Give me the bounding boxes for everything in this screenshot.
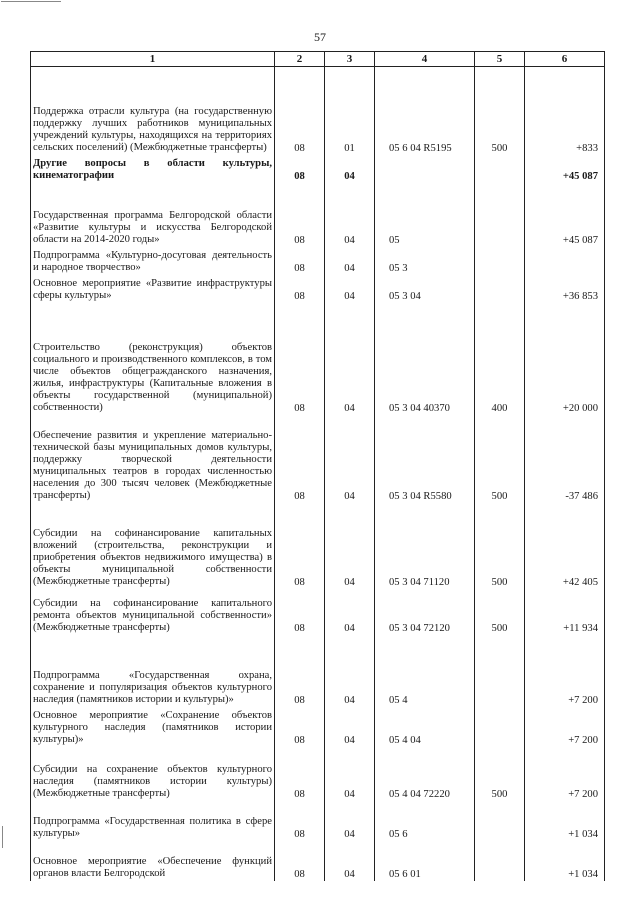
table-row bbox=[31, 801, 605, 841]
row-amount: +42 405 bbox=[525, 503, 605, 589]
row-amount: -37 486 bbox=[525, 415, 605, 503]
row-expense-type: 500 bbox=[475, 67, 525, 155]
table-body bbox=[31, 67, 605, 881]
row-expense-type bbox=[475, 155, 525, 183]
row-subsection: 04 bbox=[325, 589, 375, 635]
row-expense-type bbox=[475, 275, 525, 303]
row-section: 08 bbox=[275, 303, 325, 415]
row-section: 08 bbox=[275, 247, 325, 275]
row-target-code: 05 4 04 72220 bbox=[375, 747, 475, 801]
column-header-2: 2 bbox=[275, 52, 325, 67]
row-amount: +20 000 bbox=[525, 303, 605, 415]
row-expense-type: 500 bbox=[475, 415, 525, 503]
row-section: 08 bbox=[275, 747, 325, 801]
row-target-code: 05 4 04 bbox=[375, 707, 475, 747]
row-name: Строительство (реконструкция) объектов социального и производственного комплексов, в том числе объектов общегражданского назначения, жилья, инфраструктуры (Капитальные вложения в объекты государственной (муниципальной) собственности) bbox=[31, 303, 275, 415]
row-amount: +7 200 bbox=[525, 707, 605, 747]
table-row bbox=[31, 841, 605, 881]
row-section: 08 bbox=[275, 707, 325, 747]
row-name: Подпрограмма «Государственная политика в сфере культуры» bbox=[31, 801, 275, 841]
row-amount: +7 200 bbox=[525, 635, 605, 707]
row-expense-type: 500 bbox=[475, 503, 525, 589]
row-target-code: 05 3 04 R5580 bbox=[375, 415, 475, 503]
column-header-1: 1 bbox=[31, 52, 275, 67]
row-section: 08 bbox=[275, 801, 325, 841]
row-name: Субсидии на сохранение объектов культурного наследия (памятников истории культуры) (Межбюджетные трансферты) bbox=[31, 747, 275, 801]
row-target-code: 05 6 04 R5195 bbox=[375, 67, 475, 155]
table-row bbox=[31, 183, 605, 247]
row-target-code: 05 bbox=[375, 183, 475, 247]
row-amount: +1 034 bbox=[525, 801, 605, 841]
row-target-code: 05 3 04 71120 bbox=[375, 503, 475, 589]
row-subsection: 01 bbox=[325, 67, 375, 155]
row-amount: +833 bbox=[525, 67, 605, 155]
row-target-code: 05 3 bbox=[375, 247, 475, 275]
row-expense-type: 500 bbox=[475, 589, 525, 635]
row-target-code: 05 3 04 40370 bbox=[375, 303, 475, 415]
row-section: 08 bbox=[275, 67, 325, 155]
row-name: Обеспечение развития и укрепление материально-технической базы муниципальных домов культуры, поддержку творческой деятельности муниципальных театров в городах численностью населения до 300 тысяч человек (Межбюджетные трансферты) bbox=[31, 415, 275, 503]
row-section: 08 bbox=[275, 183, 325, 247]
row-subsection: 04 bbox=[325, 707, 375, 747]
table-row bbox=[31, 303, 605, 415]
row-name: Подпрограмма «Государственная охрана, сохранение и популяризация объектов культурного наследия (памятников истории и культуры)» bbox=[31, 635, 275, 707]
row-section: 08 bbox=[275, 589, 325, 635]
row-amount: +45 087 bbox=[525, 183, 605, 247]
row-subsection: 04 bbox=[325, 503, 375, 589]
table-row bbox=[31, 747, 605, 801]
row-amount: +36 853 bbox=[525, 275, 605, 303]
column-header-4: 4 bbox=[375, 52, 475, 67]
column-header-6: 6 bbox=[525, 52, 605, 67]
table-header bbox=[31, 52, 605, 67]
row-target-code: 05 6 01 bbox=[375, 841, 475, 881]
row-target-code: 05 6 bbox=[375, 801, 475, 841]
row-section: 08 bbox=[275, 415, 325, 503]
table-row bbox=[31, 589, 605, 635]
row-subsection: 04 bbox=[325, 415, 375, 503]
table-row bbox=[31, 247, 605, 275]
row-expense-type: 500 bbox=[475, 747, 525, 801]
row-name: Другие вопросы в области культуры, кинематографии bbox=[31, 155, 275, 183]
row-amount: +45 087 bbox=[525, 155, 605, 183]
row-subsection: 04 bbox=[325, 247, 375, 275]
row-amount: +7 200 bbox=[525, 747, 605, 801]
row-target-code: 05 3 04 bbox=[375, 275, 475, 303]
row-subsection: 04 bbox=[325, 635, 375, 707]
table-row bbox=[31, 707, 605, 747]
row-section: 08 bbox=[275, 635, 325, 707]
table-row bbox=[31, 155, 605, 183]
row-name: Подпрограмма «Культурно-досуговая деятельность и народное творчество» bbox=[31, 247, 275, 275]
row-expense-type bbox=[475, 707, 525, 747]
table-row bbox=[31, 67, 605, 155]
row-expense-type bbox=[475, 801, 525, 841]
row-name: Основное мероприятие «Развитие инфраструктуры сферы культуры» bbox=[31, 275, 275, 303]
row-expense-type bbox=[475, 247, 525, 275]
row-amount: +1 034 bbox=[525, 841, 605, 881]
row-subsection: 04 bbox=[325, 275, 375, 303]
table-row bbox=[31, 635, 605, 707]
scan-edge-mark bbox=[1, 1, 61, 2]
row-subsection: 04 bbox=[325, 801, 375, 841]
row-amount: +11 934 bbox=[525, 589, 605, 635]
table-row bbox=[31, 503, 605, 589]
row-target-code: 05 3 04 72120 bbox=[375, 589, 475, 635]
row-section: 08 bbox=[275, 503, 325, 589]
table-row bbox=[31, 415, 605, 503]
page-number: 57 bbox=[314, 30, 326, 44]
row-expense-type bbox=[475, 183, 525, 247]
row-section: 08 bbox=[275, 155, 325, 183]
row-subsection: 04 bbox=[325, 747, 375, 801]
row-expense-type bbox=[475, 635, 525, 707]
row-subsection: 04 bbox=[325, 155, 375, 183]
row-section: 08 bbox=[275, 275, 325, 303]
scan-edge-mark bbox=[2, 826, 3, 848]
budget-table bbox=[30, 51, 605, 881]
row-name: Основное мероприятие «Обеспечение функций органов власти Белгородской bbox=[31, 841, 275, 881]
row-name: Поддержка отрасли культура (на государственную поддержку лучших работников муниципальных учреждений культуры, находящихся на территориях сельских поселений) (Межбюджетные трансферты) bbox=[31, 67, 275, 155]
row-target-code bbox=[375, 155, 475, 183]
column-header-5: 5 bbox=[475, 52, 525, 67]
column-header-3: 3 bbox=[325, 52, 375, 67]
row-subsection: 04 bbox=[325, 183, 375, 247]
row-subsection: 04 bbox=[325, 841, 375, 881]
row-expense-type bbox=[475, 841, 525, 881]
row-section: 08 bbox=[275, 841, 325, 881]
table-row bbox=[31, 275, 605, 303]
row-expense-type: 400 bbox=[475, 303, 525, 415]
row-name: Основное мероприятие «Сохранение объектов культурного наследия (памятников истории культуры)» bbox=[31, 707, 275, 747]
row-target-code: 05 4 bbox=[375, 635, 475, 707]
row-subsection: 04 bbox=[325, 303, 375, 415]
row-name: Государственная программа Белгородской области «Развитие культуры и искусства Белгородской области на 2014-2020 годы» bbox=[31, 183, 275, 247]
row-name: Субсидии на софинансирование капитального ремонта объектов муниципальной собственности» (Межбюджетные трансферты) bbox=[31, 589, 275, 635]
row-name: Субсидии на софинансирование капитальных вложений (строительства, реконструкции и приобретения объектов недвижимого имущества) в объекты муниципальной собственности (Межбюджетные трансферты) bbox=[31, 503, 275, 589]
row-amount bbox=[525, 247, 605, 275]
